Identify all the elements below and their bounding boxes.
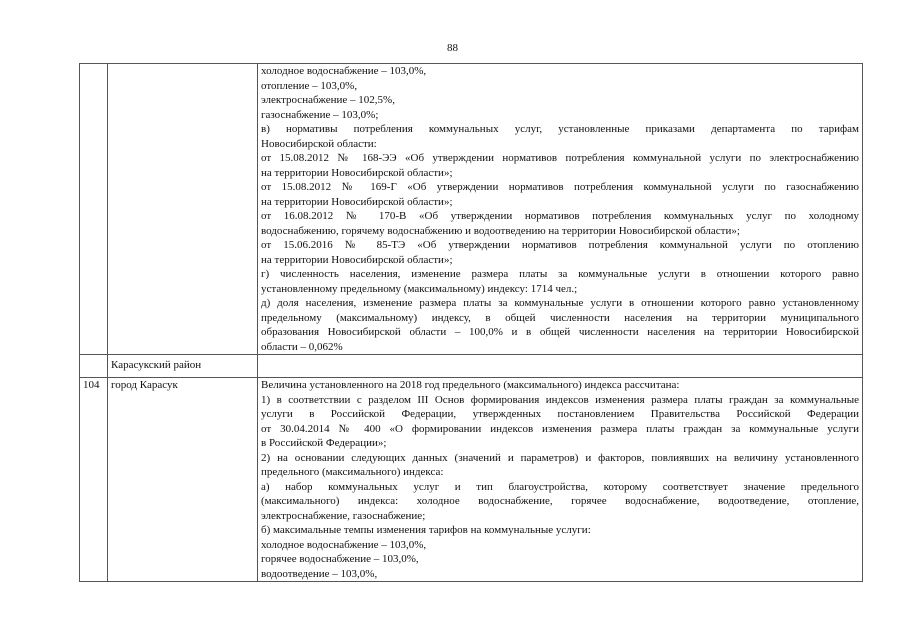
row-number-cell (80, 64, 108, 355)
text-line: предельного (максимального) индекса: (261, 466, 444, 478)
district-name-cell: Карасукский район (108, 355, 258, 378)
text-line: Новосибирской области: (261, 137, 377, 150)
text-line: предельному (максимальному) индексу, в общей численности населения на территории муниципального (261, 311, 859, 324)
table-row (80, 64, 863, 355)
text-line: б) максимальные темпы изменения тарифов на коммунальные услуги: (261, 524, 591, 536)
text-line: холодное водоснабжение – 103,0%, (261, 65, 427, 77)
text-line: электроснабжение, газоснабжение; (261, 509, 426, 522)
text-line: в) нормативы потребления коммунальных услуг, установленные приказами департамента по тарифам (261, 123, 859, 135)
text-line: г) численность населения, изменение размера платы за коммунальные услуги в отношении которого равно (261, 268, 859, 280)
table-row (80, 378, 863, 582)
page-number: 88 (447, 42, 458, 54)
text-line: на территории Новосибирской области»; (261, 166, 453, 179)
text-line: холодное водоснабжение – 103,0%, (261, 538, 427, 551)
text-line: от 30.04.2014 № 400 «О формировании индексов изменения размера платы граждан за коммунальные услуги (261, 422, 859, 435)
text-line: газоснабжение – 103,0%; (261, 108, 379, 121)
justification-cell (258, 64, 863, 355)
text-line: в Российской Федерации»; (261, 437, 387, 449)
text-line: от 15.08.2012 № 169-Г «Об утверждении нормативов потребления коммунальной услуги по газоснабжению (261, 181, 859, 193)
text-line: электроснабжение – 102,5%, (261, 94, 395, 106)
text-line: Величина установленного на 2018 год предельного (максимального) индекса рассчитана: (261, 379, 680, 391)
text-line: водоснабжению, горячему водоснабжению и водоотведению на территории Новосибирской области»; (261, 224, 740, 237)
text-line: на территории Новосибирской области»; (261, 195, 453, 208)
row-number-cell (80, 355, 108, 378)
text-line: образования Новосибирской области – 100,0% и в общей численности населения на территории Новосибирской (261, 326, 859, 338)
text-line: от 16.08.2012 № 170-В «Об утверждении нормативов потребления коммунальных услуг по холодному (261, 210, 859, 222)
text-line: (максимального) индекса: холодное водоснабжение, горячее водоснабжение, водоотведение, отопление, (261, 495, 859, 507)
text-line: 1) в соответствии с разделом III Основ формирования индексов изменения размера платы граждан за коммунальные (261, 393, 859, 406)
justification-cell (258, 355, 863, 378)
text-line: установленному предельному (максимальному) индексу: 1714 чел.; (261, 282, 578, 295)
text-line: от 15.08.2012 № 168-ЭЭ «Об утверждении нормативов потребления коммунальной услуги по электроснабжению (261, 152, 859, 164)
municipality-cell (108, 64, 258, 355)
row-number-cell: 104 (80, 378, 108, 582)
text-line: отопление – 103,0%, (261, 79, 358, 92)
municipality-cell: город Карасук (108, 378, 258, 582)
justification-cell (258, 378, 863, 582)
text-line: водоотведение – 103,0%, (261, 567, 378, 580)
text-line: 2) на основании следующих данных (значений и параметров) и факторов, повлиявших на величину установленного (261, 451, 859, 464)
text-line: от 15.06.2016 № 85-ТЭ «Об утверждении нормативов потребления коммунальной услуги по отоплению (261, 239, 859, 251)
table-row (80, 355, 863, 378)
text-line: области – 0,062% (261, 340, 343, 353)
text-line: д) доля населения, изменение размера платы за коммунальные услуги в отношении которого равно установленному (261, 297, 859, 309)
tariff-index-table (79, 63, 863, 582)
text-line: горячее водоснабжение – 103,0%, (261, 553, 419, 565)
text-line: на территории Новосибирской области»; (261, 253, 453, 266)
text-line: услуги в Российской Федерации, утвержденных постановлением Правительства Российской Федерации (261, 408, 859, 420)
text-line: а) набор коммунальных услуг и тип благоустройства, которому соответствует значение предельного (261, 480, 859, 493)
